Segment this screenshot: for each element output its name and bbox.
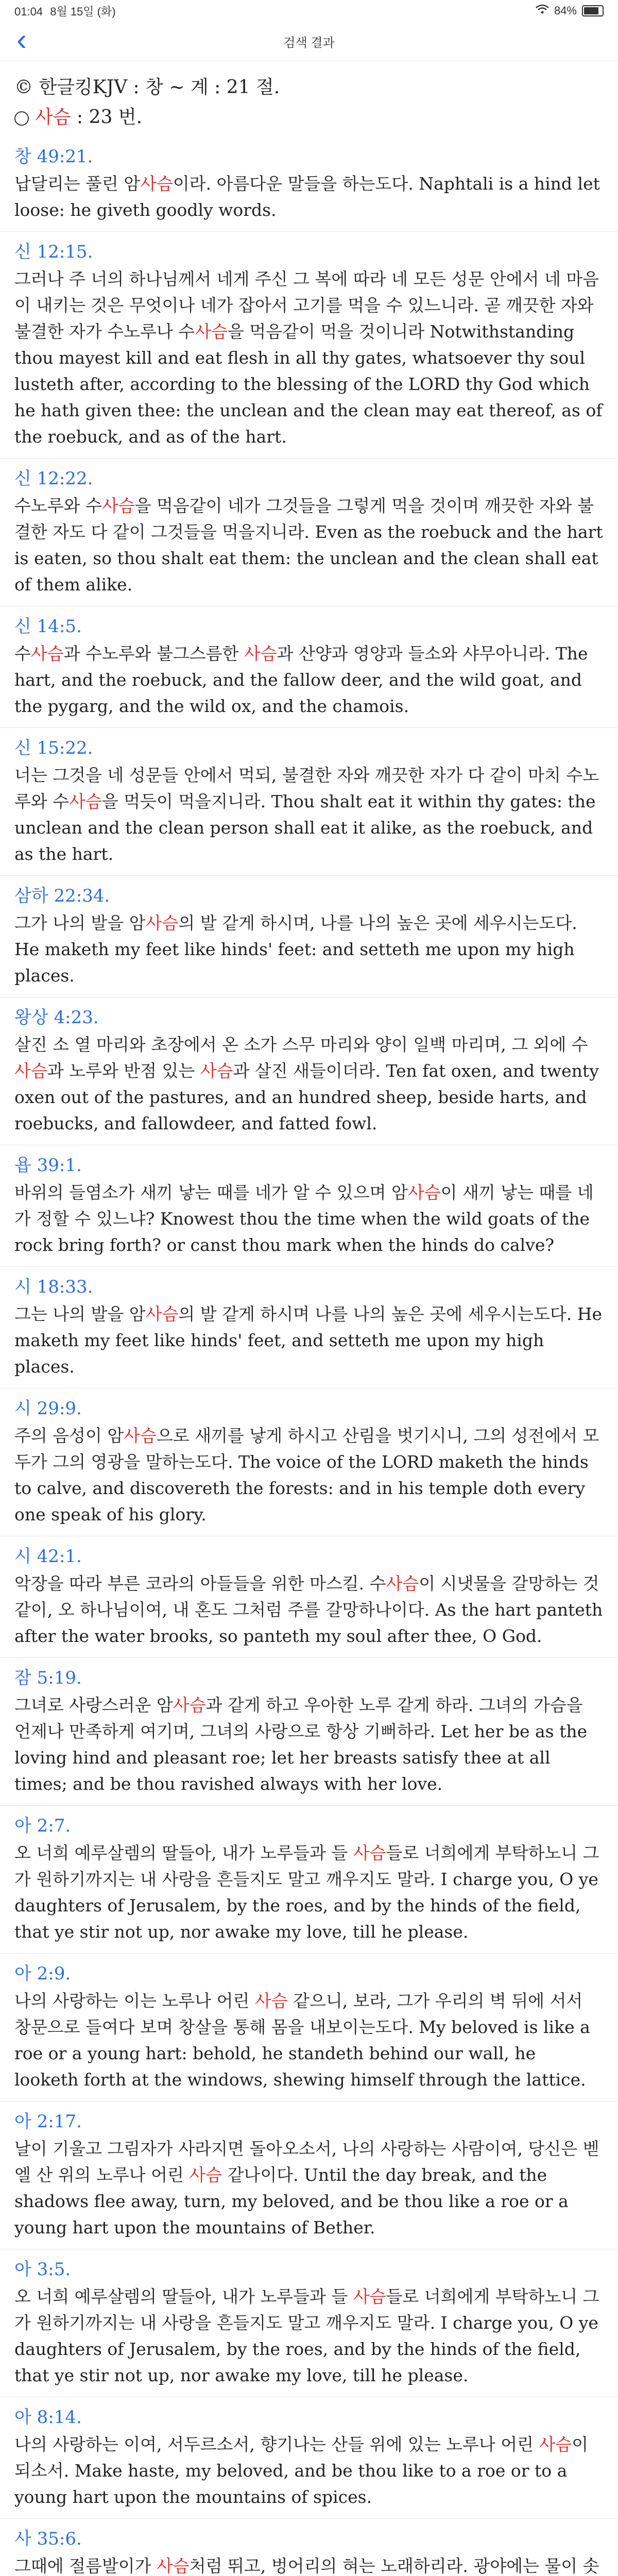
verse-reference[interactable]: 삼하 22:34. — [14, 886, 110, 906]
results-list — [0, 137, 618, 2576]
result-item[interactable] — [0, 1536, 618, 1658]
verse-reference[interactable]: 사 35:6. — [14, 2529, 82, 2549]
result-item[interactable] — [0, 1658, 618, 1806]
verse-reference[interactable]: 왕상 4:23. — [14, 1007, 99, 1028]
verse-text-segment: 그는 나의 발을 암 — [14, 1304, 146, 1324]
highlighted-term: 사슴 — [101, 496, 135, 516]
verse-text-segment: 그러나 주 너의 하나님께서 네게 주신 그 복에 따라 네 모든 성문 안에서 네 마음이 내키는 것은 무엇이나 네가 잡아서 고기를 먹을 수 있느니라. 곧 깨끗한 자와 불결한 자가 수노루나 수 — [14, 269, 599, 342]
verse-text — [14, 910, 604, 989]
verse-reference[interactable]: 시 18:33. — [14, 1277, 93, 1297]
verse-reference[interactable]: 시 29:9. — [14, 1398, 82, 1419]
chevron-left-icon: ‹ — [16, 22, 27, 57]
highlighted-term: 사슴 — [189, 2165, 222, 2185]
verse-reference[interactable]: 아 2:9. — [14, 1963, 71, 1984]
verse-reference[interactable]: 아 2:7. — [14, 1816, 71, 1836]
highlighted-term: 사슴 — [145, 913, 179, 933]
verse-text-segment: 날이 기울고 그림자가 사라지면 돌아오소서, 나의 사랑하는 사람이여, 당신은 벧엘 산 위의 노루나 어린 — [14, 2139, 599, 2185]
verse-reference[interactable]: 아 3:5. — [14, 2259, 71, 2280]
verse-text-segment: 과 노루와 반점 있는 — [47, 1061, 200, 1081]
verse-text-segment: 오 너희 예루살렘의 딸들아, 내가 노루들과 들 — [14, 2286, 353, 2307]
result-item[interactable] — [0, 1388, 618, 1536]
result-item[interactable] — [0, 137, 618, 232]
highlighted-term: 사슴 — [254, 1991, 288, 2011]
highlighted-term: 사슴 — [30, 643, 64, 664]
result-item[interactable] — [0, 2102, 618, 2249]
result-count: : 23 번. — [71, 107, 143, 128]
search-term: 사슴 — [35, 107, 71, 128]
verse-text-segment: 그가 나의 발을 암 — [14, 913, 146, 933]
verse-reference[interactable]: 아 8:14. — [14, 2407, 82, 2428]
verse-text — [14, 2136, 604, 2241]
verse-text — [14, 171, 604, 223]
verse-text-segment: 오 너희 예루살렘의 딸들아, 내가 노루들과 들 — [14, 1843, 353, 1863]
verse-reference[interactable]: 욥 39:1. — [14, 1155, 82, 1176]
verse-text-segment: 그녀로 사랑스러운 암 — [14, 1695, 173, 1715]
search-count-line — [14, 103, 604, 132]
result-item[interactable] — [0, 876, 618, 997]
verse-text — [14, 1031, 604, 1137]
verse-text — [14, 266, 604, 450]
highlighted-term: 사슴 — [145, 1304, 179, 1324]
result-item[interactable] — [0, 1954, 618, 2102]
highlighted-term: 사슴 — [140, 174, 173, 194]
verse-text-segment: 이 되소서. Make haste, my beloved, and be thou like to a roe or to a young hart upon the mountains of spices. — [14, 2434, 589, 2507]
version-line: © 한글킹KJV : 창 ~ 계 : 21 절. — [14, 77, 280, 98]
verse-text-segment: 납달리는 풀린 암 — [14, 174, 141, 194]
battery-percent: 84% — [554, 4, 577, 17]
highlighted-term: 사슴 — [14, 1061, 47, 1081]
verse-text — [14, 640, 604, 719]
verse-reference[interactable]: 잠 5:19. — [14, 1668, 82, 1688]
highlighted-term: 사슴 — [539, 2434, 572, 2454]
status-bar — [0, 0, 618, 22]
verse-text-segment: 들로 너희에게 부탁하노니 그가 원하기까지는 내 사랑을 흔들지도 말고 깨우지도 말라. I charge you, O ye daughters of Jerusalem, by the roes, and by the hinds of the field, that ye stir not up, nor awake my love, till he please. — [14, 2286, 599, 2385]
verse-text — [14, 1840, 604, 1945]
verse-text-segment: 너는 그것을 네 성문들 안에서 먹되, 불결한 자와 깨끗한 자가 다 같이 마치 수노루와 수 — [14, 765, 599, 811]
highlighted-term: 사슴 — [353, 2286, 386, 2307]
verse-text-segment: 과 산양과 영양과 들소와 샤무아니라. The hart, and the roebuck, and the fallow deer, and the wild goat, and the pygarg, and the wild ox, and the chamois. — [14, 643, 588, 716]
highlighted-term: 사슴 — [200, 1061, 233, 1081]
verse-text-segment: 이라. 아름다운 말들을 하는도다. Naphtali is a hind let loose: he giveth goodly words. — [14, 174, 600, 220]
verse-text — [14, 1570, 604, 1649]
highlighted-term: 사슴 — [195, 321, 228, 342]
highlighted-term: 사슴 — [353, 1843, 386, 1863]
highlighted-term: 사슴 — [124, 1426, 157, 1446]
verse-text-segment: 수노루와 수 — [14, 496, 102, 516]
verse-text-segment: 으로 새끼를 낳게 하시고 산림을 벗기시니, 그의 성전에서 모두가 그의 영광을 말하는도다. The voice of the LORD maketh the hinds to calve, and discovereth the forests: and in his temple doth every one speak of his glory. — [14, 1426, 599, 1524]
verse-text-segment: 나의 사랑하는 이는 노루나 어린 — [14, 1991, 255, 2011]
highlighted-term: 사슴 — [407, 1182, 441, 1202]
verse-text-segment: 나의 사랑하는 이여, 서두르소서, 향기나는 산들 위에 있는 노루나 어린 — [14, 2434, 539, 2454]
verse-text-segment: 같으니, 보라, 그가 우리의 벽 뒤에 서서 창문으로 들여다 보며 창살을 통해 몸을 내보이는도다. My beloved is like a roe or a young hart: behold, he standeth behind our wall, he looketh forth at the windows, shewing himself through the lattice. — [14, 1991, 590, 2090]
result-item[interactable] — [0, 1145, 618, 1267]
verse-text — [14, 493, 604, 598]
verse-reference[interactable]: 신 12:15. — [14, 242, 93, 262]
verse-text-segment: 들로 너희에게 부탁하노니 그가 원하기까지는 내 사랑을 흔들지도 말고 깨우지도 말라. I charge you, O ye daughters of Jerusalem, by the roes, and by the hinds of the field, that ye stir not up, nor awake my love, till he please. — [14, 1843, 599, 1942]
page-title: 검색 결과 — [283, 36, 335, 50]
verse-text-segment: 을 먹듯이 먹을지니라. Thou shalt eat it within thy gates: the unclean and the clean person shall eat it alike, as the roebuck, and as the hart. — [14, 791, 596, 864]
highlighted-term: 사슴 — [173, 1695, 206, 1715]
verse-reference[interactable]: 신 14:5. — [14, 616, 82, 637]
result-item[interactable] — [0, 2249, 618, 2397]
highlighted-term: 사슴 — [157, 2556, 190, 2576]
nav-bar — [0, 22, 618, 61]
back-button[interactable] — [7, 22, 36, 57]
verse-text — [14, 2283, 604, 2388]
verse-text-segment: 이 시냇물을 갈망하는 것같이, 오 하나님이여, 내 혼도 그처럼 주를 갈망하나이다. As the hart panteth after the water brooks, so panteth my soul after thee, O God. — [14, 1573, 603, 1646]
verse-text — [14, 1422, 604, 1528]
verse-text-segment: 을 먹음같이 네가 그것들을 그렇게 먹을 것이며 깨끗한 자와 불결한 자도 다 같이 그것들을 먹을지니라. Even as the roebuck and the hart is eaten, so thou shalt eat them: the unclean and the clean shall eat of them alike. — [14, 496, 603, 595]
highlighted-term: 사슴 — [386, 1573, 419, 1594]
verse-text — [14, 1301, 604, 1380]
verse-text-segment: 악장을 따라 부른 코라의 아들들을 위한 마스킬. 수 — [14, 1573, 386, 1594]
verse-text-segment: 과 살진 새들이더라. Ten fat oxen, and twenty oxen out of the pastures, and an hundred sheep, beside harts, and roebucks, and fallowdeer, and fatted fowl. — [14, 1061, 599, 1133]
result-item[interactable] — [0, 1267, 618, 1388]
verse-text-segment: 이 새끼 낳는 때를 네가 정할 수 있느냐? Knowest thou the time when the wild goats of the rock bring forth? or canst thou mark when the hinds do calve? — [14, 1182, 594, 1255]
result-item[interactable] — [0, 2519, 618, 2576]
circle-icon — [14, 111, 29, 126]
verse-text — [14, 762, 604, 867]
verse-text — [14, 1179, 604, 1258]
verse-text — [14, 2431, 604, 2510]
highlighted-term: 사슴 — [69, 791, 102, 811]
result-item[interactable] — [0, 606, 618, 728]
result-item[interactable] — [0, 728, 618, 876]
verse-reference[interactable]: 신 15:22. — [14, 738, 93, 758]
battery-icon — [582, 5, 604, 16]
verse-text-segment: 같나이다. Until the day break, and the shadows flee away, turn, my beloved, and be thou like a roe or a young hart upon the mountains of Bether. — [14, 2165, 569, 2238]
verse-text — [14, 2553, 604, 2576]
highlighted-term: 사슴 — [244, 643, 277, 664]
verse-text-segment: 수 — [14, 643, 31, 664]
verse-text-segment: 처럼 뛰고, 벙어리의 혀는 노래하리라. 광야에는 물이 솟 — [189, 2556, 599, 2576]
verse-text-segment: 그때에 절름발이가 — [14, 2556, 157, 2576]
status-time: 01:04 — [14, 5, 43, 18]
verse-text-segment: 을 먹음같이 먹을 것이니라 Notwithstanding thou mayest kill and eat flesh in all thy gates, whatsoever thy soul lusteth after, according to the blessing of the LORD thy God which he hath given thee: the unclean and the clean may eat thereof, as of the roebuck, and as of the hart. — [14, 321, 603, 447]
result-item[interactable] — [0, 232, 618, 459]
verse-reference[interactable]: 신 12:22. — [14, 468, 93, 489]
verse-reference[interactable]: 시 42:1. — [14, 1546, 82, 1567]
verse-text-segment: 주의 음성이 암 — [14, 1426, 124, 1446]
result-item[interactable] — [0, 997, 618, 1145]
verse-text-segment: 과 수노루와 불그스름한 — [63, 643, 244, 664]
verse-reference[interactable]: 창 49:21. — [14, 146, 93, 167]
status-date: 8월 15일 (화) — [50, 5, 116, 18]
verse-text-segment: 살진 소 열 마리와 초장에서 온 소가 스무 마리와 양이 일백 마리며, 그 외에 수 — [14, 1035, 588, 1055]
search-summary — [0, 61, 618, 137]
verse-reference[interactable]: 아 2:17. — [14, 2111, 82, 2132]
result-item[interactable] — [0, 2397, 618, 2519]
verse-text-segment: 의 발 같게 하시며, 나를 나의 높은 곳에 세우시는도다. He maketh my feet like hinds' feet: and setteth me upon my high places. — [14, 913, 577, 986]
verse-text-segment: 의 발 같게 하시며 나를 나의 높은 곳에 세우시는도다. He maketh my feet like hinds' feet, and setteth me upon my high places. — [14, 1304, 603, 1377]
verse-text — [14, 1988, 604, 2093]
verse-text-segment: 바위의 들염소가 새끼 낳는 때를 네가 알 수 있으며 암 — [14, 1182, 408, 1202]
verse-text — [14, 1692, 604, 1797]
verse-text-segment: 과 같게 하고 우아한 노루 같게 하라. 그녀의 가슴을 언제나 만족하게 여기며, 그녀의 사랑으로 항상 기뻐하라. Let her be as the loving hind and pleasant roe; let her breasts satisfy thee at all times; and be thou ravished always with her love. — [14, 1695, 588, 1794]
result-item[interactable] — [0, 1806, 618, 1954]
result-item[interactable] — [0, 459, 618, 606]
wifi-icon — [536, 4, 549, 18]
